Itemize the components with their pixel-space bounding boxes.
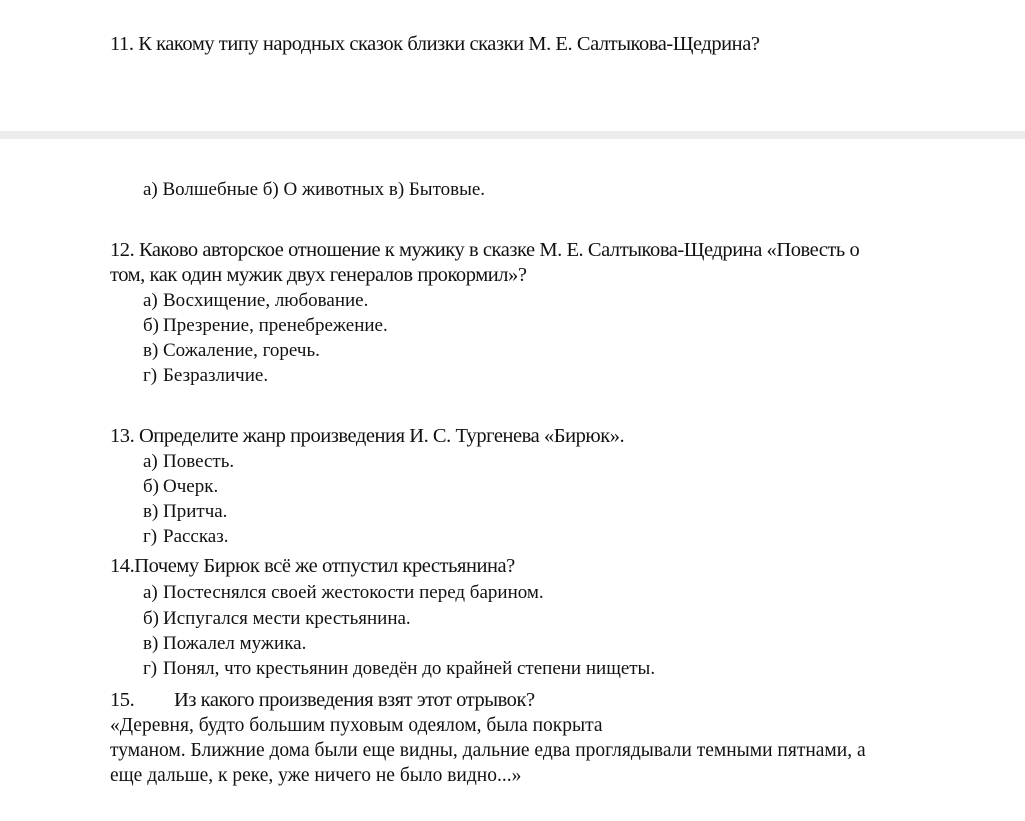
question-14-option-a: а) Постеснялся своей жестокости перед барином. (143, 582, 544, 603)
question-12-option-a: а) Восхищение, любование. (143, 290, 369, 311)
question-13-option-c: в) Притча. (143, 501, 228, 522)
quote-line-3: еще дальше, к реке, уже ничего не было видно...» (110, 765, 522, 786)
question-11: 11. К какому типу народных сказок близки сказки М. Е. Салтыкова-Щедрина? (110, 33, 760, 55)
question-11-answers: а) Волшебные б) О животных в) Бытовые. (143, 179, 486, 200)
question-15 (110, 688, 535, 713)
page-separator (0, 131, 1025, 139)
question-12-option-b: б) Презрение, пренебрежение. (143, 315, 388, 336)
question-14: 14.Почему Бирюк всё же отпустил крестьянина? (110, 555, 515, 577)
question-14-option-d: г) Понял, что крестьянин доведён до крайней степени нищеты. (143, 658, 656, 679)
question-12-option-d: г) Безразличие. (143, 365, 269, 386)
quote-line-2: туманом. Ближние дома были еще видны, дальние едва проглядывали темными пятнами, а (110, 740, 866, 761)
question-15-text: Из какого произведения взят этот отрывок? (174, 689, 535, 711)
quote-line-1: «Деревня, будто большим пуховым одеялом, была покрыта (110, 715, 603, 736)
question-13-option-d: г) Рассказ. (143, 526, 229, 547)
page-top (0, 0, 1025, 131)
question-14-option-b: б) Испугался мести крестьянина. (143, 608, 411, 629)
question-13-option-a: а) Повесть. (143, 451, 235, 472)
question-12-option-c: в) Сожаление, горечь. (143, 340, 320, 361)
question-12-line-1: 12. Каково авторское отношение к мужику в сказке М. Е. Салтыкова-Щедрина «Повесть о (110, 239, 860, 261)
question-13-option-b: б) Очерк. (143, 476, 219, 497)
question-15-number: 15. (110, 689, 135, 711)
question-12-line-2: том, как один мужик двух генералов прокормил»? (110, 264, 527, 286)
question-14-option-c: в) Пожалел мужика. (143, 633, 307, 654)
question-13: 13. Определите жанр произведения И. С. Тургенева «Бирюк». (110, 425, 625, 447)
